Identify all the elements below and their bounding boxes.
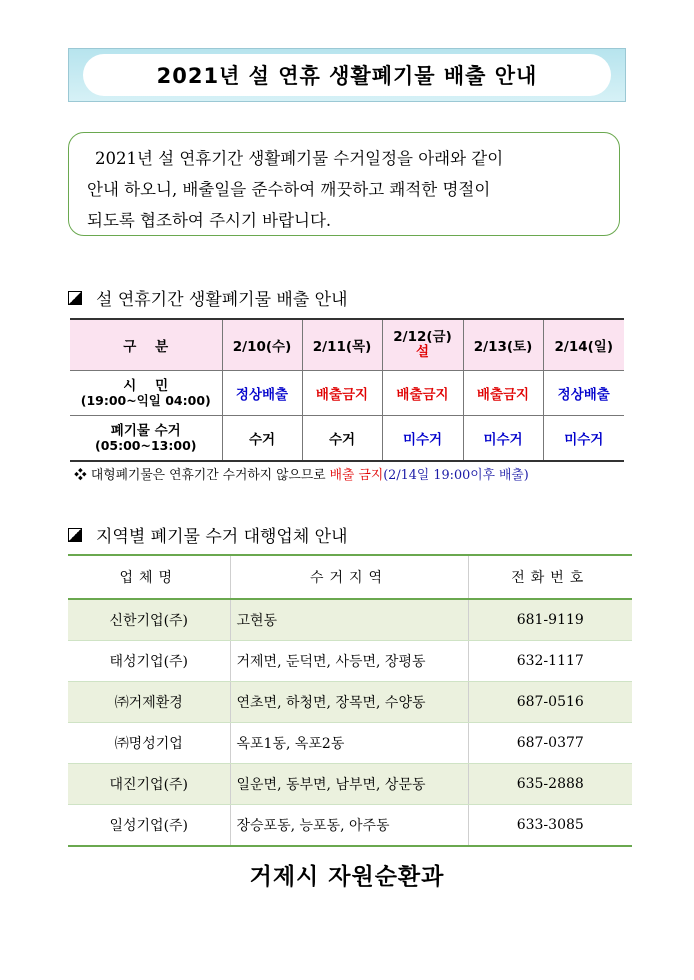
company-name: ㈜명성기업 <box>68 723 230 764</box>
category-header: 구 분 <box>70 319 222 371</box>
schedule-section-label: 설 연휴기간 생활폐기물 배출 안내 <box>96 290 348 310</box>
company-name: 대진기업(주) <box>68 764 230 805</box>
page-title: 2021년 설 연휴 생활폐기물 배출 안내 <box>83 54 611 96</box>
department-name: 거제시 자원순환과 <box>249 864 445 890</box>
company-phone: 632-1117 <box>468 641 632 682</box>
holiday-tag: 설 <box>415 344 430 360</box>
date-header: 2/13(토) <box>463 319 543 371</box>
company-phone: 633-3085 <box>468 805 632 847</box>
intro-line: 안내 하오니, 배출일을 준수하여 깨끗하고 쾌적한 명절이 <box>87 180 491 199</box>
date-header-label: 2/12(금) <box>393 329 452 345</box>
schedule-section-title <box>68 285 348 310</box>
intro-line: 되도록 협조하여 주시기 바랍니다. <box>87 211 332 230</box>
row-label: 폐기물 수거 (05:00~13:00) <box>70 416 222 462</box>
company-section-title <box>68 522 348 547</box>
square-bullet-icon <box>68 291 82 305</box>
status-cell: 정상배출 <box>222 371 302 416</box>
note-time-text: (2/14일 19:00이후 배출) <box>383 468 529 483</box>
company-name: 일성기업(주) <box>68 805 230 847</box>
company-area: 고현동 <box>230 599 468 641</box>
square-bullet-icon <box>68 528 82 542</box>
company-section-label: 지역별 폐기물 수거 대행업체 안내 <box>96 527 348 547</box>
date-header: 2/10(수) <box>222 319 302 371</box>
table-row <box>68 599 632 641</box>
status-cell: 배출금지 <box>302 371 382 416</box>
status-cell: 정상배출 <box>543 371 624 416</box>
status-cell: 수거 <box>302 416 382 462</box>
table-row <box>68 641 632 682</box>
company-area: 일운면, 동부면, 남부면, 상문동 <box>230 764 468 805</box>
status-cell: 미수거 <box>463 416 543 462</box>
date-header: 2/14(일) <box>543 319 624 371</box>
schedule-table <box>70 318 624 462</box>
company-header: 업체명 <box>68 555 230 599</box>
table-row <box>68 723 632 764</box>
row-label: 시 민 (19:00~익일 04:00) <box>70 371 222 416</box>
company-area: 거제면, 둔덕면, 사등면, 장평동 <box>230 641 468 682</box>
status-cell: 수거 <box>222 416 302 462</box>
status-cell: 배출금지 <box>463 371 543 416</box>
company-phone: 687-0516 <box>468 682 632 723</box>
date-header-holiday <box>382 319 463 371</box>
company-name: ㈜거제환경 <box>68 682 230 723</box>
status-cell: 미수거 <box>382 416 463 462</box>
company-name: 신한기업(주) <box>68 599 230 641</box>
company-area: 연초면, 하청면, 장목면, 수양동 <box>230 682 468 723</box>
note-text: 대형폐기물은 연휴기간 수거하지 않으므로 <box>90 468 326 483</box>
area-header: 수거지역 <box>230 555 468 599</box>
company-area: 옥포1동, 옥포2동 <box>230 723 468 764</box>
title-banner <box>68 48 626 102</box>
diamond-bullet-icon: ❖ <box>74 468 87 483</box>
table-row <box>68 764 632 805</box>
intro-box <box>68 132 620 236</box>
phone-header: 전화번호 <box>468 555 632 599</box>
company-area: 장승포동, 능포동, 아주동 <box>230 805 468 847</box>
date-header: 2/11(목) <box>302 319 382 371</box>
schedule-header-row <box>70 319 624 371</box>
status-cell: 미수거 <box>543 416 624 462</box>
company-table <box>68 554 632 847</box>
bulky-waste-note <box>74 464 529 483</box>
company-phone: 681-9119 <box>468 599 632 641</box>
intro-line: 2021년 설 연휴기간 생활폐기물 수거일정을 아래와 같이 <box>95 149 504 168</box>
note-ban-text: 배출 금지 <box>329 468 384 483</box>
status-cell: 배출금지 <box>382 371 463 416</box>
company-name: 태성기업(주) <box>68 641 230 682</box>
company-phone: 635-2888 <box>468 764 632 805</box>
table-row <box>68 682 632 723</box>
citizen-row <box>70 371 624 416</box>
collection-row <box>70 416 624 462</box>
company-phone: 687-0377 <box>468 723 632 764</box>
company-header-row <box>68 555 632 599</box>
table-row <box>68 805 632 847</box>
